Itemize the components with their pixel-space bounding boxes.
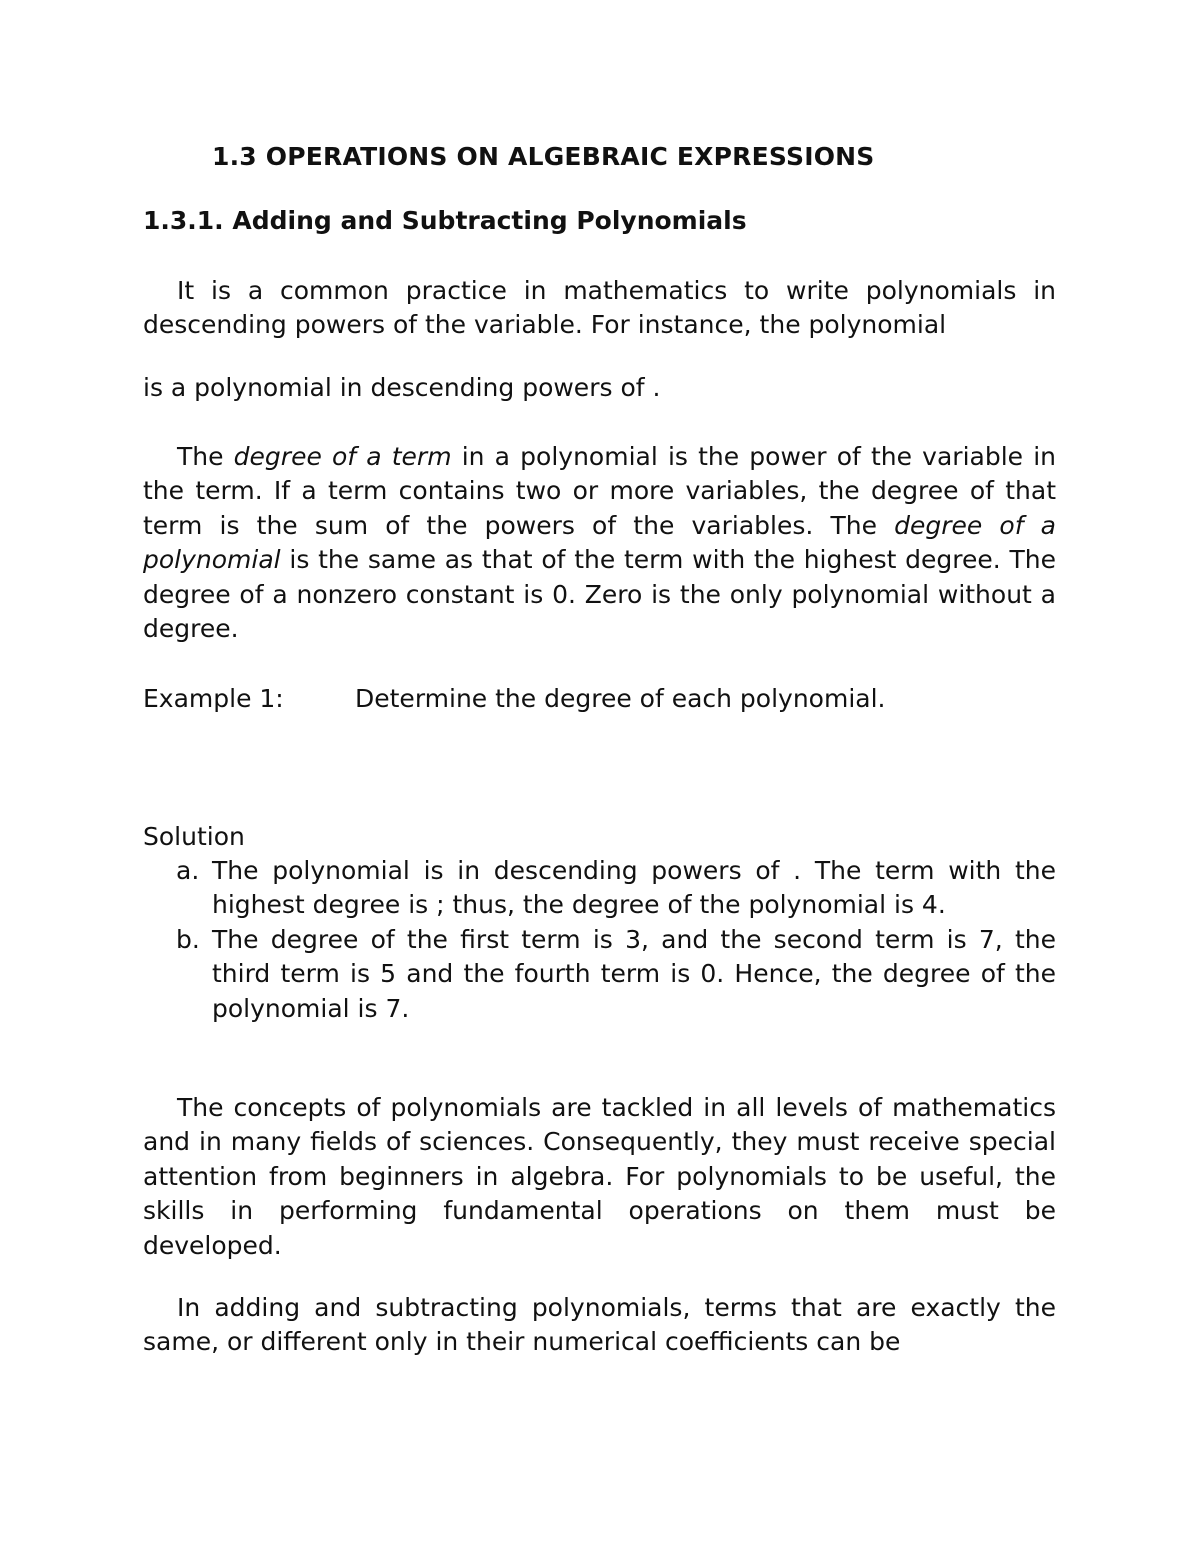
solution-label: Solution (143, 822, 245, 851)
concepts-paragraph: The concepts of polynomials are tackled in all levels of mathematics and in many fields of sciences. Consequently, they must receive special attention from beginners in algebra. For polynomials to be useful, the skills in performing fundamental operations on them must be developed. (143, 1093, 1056, 1260)
degree-definition-paragraph (143, 440, 1056, 646)
subsection-heading: 1.3.1. Adding and Subtracting Polynomials (143, 206, 747, 235)
list-marker: b. (176, 924, 200, 954)
intro-paragraph: It is a common practice in mathematics to write polynomials in descending powers of the variable. For instance, the polynomial (143, 276, 1056, 340)
solution-item-text: The polynomial is in descending powers of . The term with the highest degree is ; thus, the degree of the polynomial is 4. (212, 856, 1056, 920)
degree-text-1: The (177, 442, 234, 471)
solution-item (143, 923, 1056, 1026)
degree-of-term-emphasis: degree of a term (233, 442, 452, 471)
degree-text-2: in a polynomial is the power of the variable in the term. If a term contains two or more variables, the degree of that term is the sum of the powers of the variables. The (143, 442, 1056, 540)
example-prompt: Determine the degree of each polynomial. (355, 684, 886, 713)
list-marker: a. (176, 856, 200, 885)
example-label: Example 1: (143, 684, 284, 713)
section-title: 1.3 OPERATIONS ON ALGEBRAIC EXPRESSIONS (212, 142, 875, 171)
degree-of-polynomial-emphasis: degree of a polynomial (143, 510, 1056, 575)
degree-text-3: is the same as that of the term with the highest degree. The degree of a nonzero constant is 0. Zero is the only polynomial without a degree. (143, 545, 1056, 644)
solution-item (143, 854, 1056, 923)
descending-powers-sentence: is a polynomial in descending powers of . (143, 373, 661, 402)
solution-list (143, 854, 1056, 1026)
solution-item-text: The degree of the first term is 3, and the second term is 7, the third term is 5 and the fourth term is 0. Hence, the degree of the polynomial is 7. (212, 924, 1056, 1023)
adding-subtracting-paragraph: In adding and subtracting polynomials, terms that are exactly the same, or different only in their numerical coefficients can be (143, 1293, 1056, 1357)
